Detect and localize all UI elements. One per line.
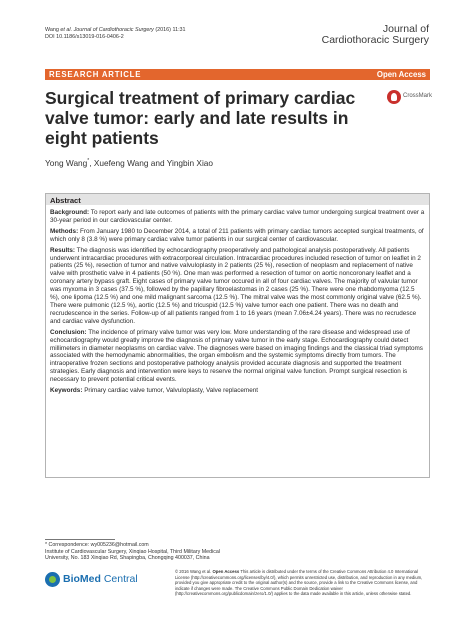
crossmark-label: CrossMark [403,93,433,99]
authors-rest: , Xuefeng Wang and Yingbin Xiao [89,158,214,168]
journal-name-line1: Journal of [382,23,429,35]
keywords-label: Keywords: [50,387,83,395]
author-list [45,158,213,168]
publisher-name-rest: Central [100,573,138,585]
affiliation: Institute of Cardiovascular Surgery, Xinqiao Hospital, Third Military Medical University, No. 183 Xinqiao Rd, Shapingba, Chongqing 400037, China [45,548,220,562]
crossmark-icon [387,90,401,104]
results-label: Results: [50,246,76,254]
citation-line [45,27,186,34]
corresponding-mark: * [87,158,90,165]
abstract-methods [50,228,425,244]
publisher-name-bold: BioMed [63,573,101,585]
abstract-box [45,193,430,478]
citation-journal: Journal of Cardiothoracic Surgery [73,27,154,33]
citation-header [45,27,186,41]
article-type: RESEARCH ARTICLE [49,70,142,79]
abstract-heading: Abstract [46,194,429,205]
journal-logo [322,24,429,45]
abstract-results [50,247,425,326]
background-label: Background: [50,209,90,216]
methods-label: Methods: [50,227,79,235]
conclusion-label: Conclusion: [50,328,87,336]
biomed-central-logo[interactable] [45,572,150,588]
open-access-label: Open Access [376,70,426,79]
correspondence-email[interactable]: * Correspondence: wy005236@hotmail.com [45,542,149,548]
copyright-text: © 2016 Wang et al. [175,569,213,574]
article-type-band [45,69,430,80]
keywords-text: Primary cardiac valve tumor, Valvuloplasty, Valve replacement [82,387,259,395]
crossmark-button[interactable] [387,89,435,105]
biomed-central-icon [45,572,60,587]
footnote [45,542,220,562]
article-title: Surgical treatment of primary cardiac valve tumor: early and late results in eight patients [45,88,356,148]
license-statement [175,569,433,597]
journal-name-line2: Cardiothoracic Surgery [321,33,429,46]
author-link[interactable]: Yong Wang [45,158,88,168]
conclusion-text: The incidence of primary valve tumor was very low. More understanding of the rare disease and widespread use of echocardiography would greatly improve the diagnosis of primary valve tumor in the early stage. Echocardiography could detect millimeters in diameter neoplasms on cardiac valve. The diagnoses were based on imaging findings and the classical triad symptoms associated with the hemodynamic abnormalities, the organ embolism and the systemic symptoms directly from tumors. The intraoperative frozen sections and postoperative pathology analysis provided accurate diagnosis and supported the treatment strategies. Early diagnosis and intervention were keys to reserve the normal original valve function. Prompt surgical resection is necessary to prevent potential critical events. [50,328,423,384]
abstract-body [50,209,425,398]
citation-etal: et al. [60,27,73,33]
footnote-divider [45,539,115,540]
citation-volume: (2016) 11:31 [153,27,186,33]
abstract-background [50,209,425,225]
abstract-keywords [50,387,425,395]
license-text: This article is distributed under the terms of the Creative Commons Attribution 4.0 International License (http://creativecommons.org/licenses/by/4.0/), which permits unrestricted use, distribution, and reproduction in any medium, provided you give appropriate credit to the original author(s) and the source, provide a link to the Creative Commons license, and indicate if changes were made. The Creative Commons Public Domain Dedication waiver (http://creativecommons.org/publicdomain/zero/1.0/) applies to the data made available in this article, unless otherwise stated. [175,569,423,596]
abstract-conclusion [50,329,425,384]
license-open-access: Open Access [212,569,240,574]
citation-authors: Wang [45,27,61,33]
background-text: To report early and late outcomes of patients with the primary cardiac valve tumor undergoing surgical treatment over a 30-year period in our cardiovascular center. [50,209,425,224]
methods-text: From January 1980 to December 2014, a total of 211 patients with primary cardiac tumors accepted surgical treatments, of which only 8 (3.8 %) were primary cardiac valve tumor patients in our surgical center of cardiovascular. [50,227,424,243]
publisher-name [63,573,138,585]
doi[interactable]: DOI 10.1186/s13019-016-0406-2 [45,34,124,40]
results-text: The diagnosis was identified by echocardiography preoperatively and pathological analysis postoperatively. All patients underwent intracardiac procedures with extracorporeal circulation. Intracardiac procedures included resection of tumor on leaflet in 2 patients (25 %), resection of tumor and native valvuloplasty in 2 patients (25 %), resection of neoplasm and replacement of native valve with prosthetic valve in 4 patients (50 %). One man was performed a resection of tumor on aortic noncoronary leaflet and a coronary artery bypass graft. Eight cases of primary valve tumor occured in all of four cardiac valves. The majority of valvular tumor was myxoma in 3 cases (37.5 %), followed by the papillary fibroelastomas in 2 cases (25 %). There were one rhabdomyoma (12.5 %), one lipoma (12.5 %) and one mild malignant sarcoma (12.5 %). The mitral valve was the most commonly original valve (62.5 %). There were pulmonic (12.5 %), aortic (12.5 %) and tricuspid (12.5 %) valve tumor each one patient. There was no death and recrudescence in the series. Follow-up of all patients ranged from 1 to 16 years (mean 7.06±4.24 years). There was no recrudesce and cardiac valve dysfunction. [50,246,422,325]
